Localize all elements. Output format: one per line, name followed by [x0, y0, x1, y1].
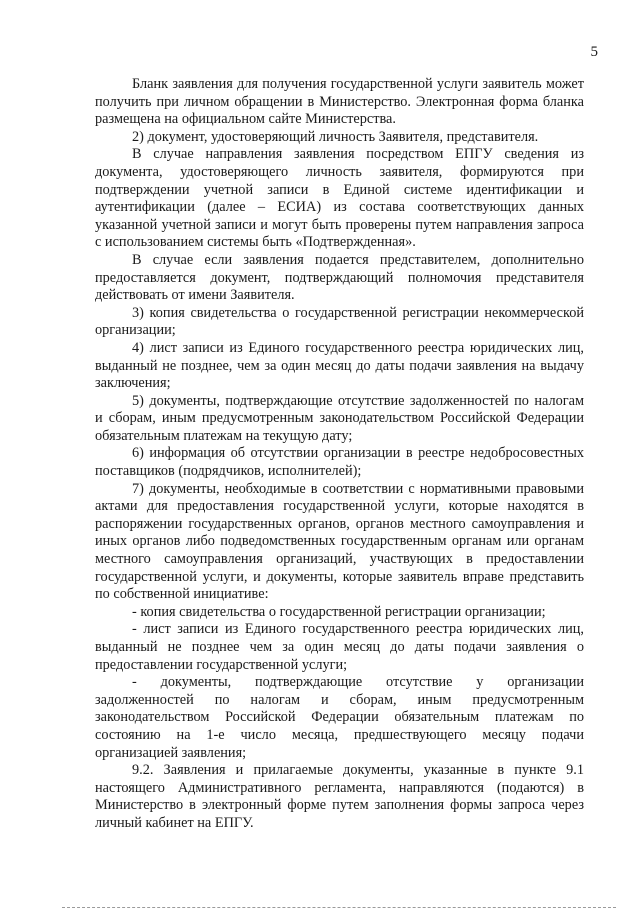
- paragraph-dash-debts: - документы, подтверждающие отсутствие у организации задолженностей по налогам и сборам, иным предусмотренным законодательством Российской Федерации обязательным платежам по состоянию на 1-е число месяца, предшествующего месяцу подачи организацией заявления;: [95, 674, 584, 761]
- paragraph-item-7: 7) документы, необходимые в соответствии с нормативными правовыми актами для предоставления государственной услуги, которые находятся в распоряжении государственных органов, органов местного самоуправления и иных органов либо подведомственных государственным органам или органам местного самоуправления организаций, участвующих в предоставлении государственной услуги, и документы, которые заявитель вправе представить по собственной инициативе:: [95, 480, 584, 603]
- paragraph-item-6: 6) информация об отсутствии организации в реестре недобросовестных поставщиков (подрядчиков, исполнителей);: [95, 445, 584, 480]
- document-body: [95, 76, 584, 833]
- paragraph-item-5: 5) документы, подтверждающие отсутствие задолженностей по налогам и сборам, иным предусмотренным законодательством Российской Федерации обязательным платежам на текущую дату;: [95, 392, 584, 444]
- paragraph-item-3: 3) копия свидетельства о государственной регистрации некоммерческой организации;: [95, 304, 584, 339]
- paragraph-epgu-esia: В случае направления заявления посредством ЕПГУ сведения из документа, удостоверяющего личность заявителя, формируются при подтверждении учетной записи в Единой системе идентификации и аутентификации (далее – ЕСИА) из состава соответствующих данных указанной учетной записи и могут быть проверены путем направления запроса с использованием системы быть «Подтвержденная».: [95, 146, 584, 251]
- bottom-divider: [62, 907, 616, 908]
- page-number: 5: [590, 44, 598, 60]
- paragraph-form-availability: Бланк заявления для получения государственной услуги заявитель может получить при личном обращении в Министерство. Электронная форма бланка размещена на официальном сайте Министерства.: [95, 76, 584, 128]
- paragraph-dash-certificate: - копия свидетельства о государственной регистрации организации;: [132, 603, 546, 620]
- paragraph-item-4: 4) лист записи из Единого государственного реестра юридических лиц, выданный не позднее, чем за один месяц до даты подачи заявления на выдачу заключения;: [95, 339, 584, 392]
- paragraph-identity-document: 2) документ, удостоверяющий личность Заявителя, представителя.: [132, 128, 539, 145]
- paragraph-9-2: 9.2. Заявления и прилагаемые документы, указанные в пункте 9.1 настоящего Административного регламента, направляются (подаются) в Министерство в электронный форме путем заполнения формы запроса через личный кабинет на ЕПГУ.: [95, 762, 584, 831]
- paragraph-representative: В случае если заявления подается представителем, дополнительно предоставляется документ, подтверждающий полномочия представителя действовать от имени Заявителя.: [95, 251, 584, 304]
- paragraph-dash-registry: - лист записи из Единого государственного реестра юридических лиц, выданный не позднее чем за один месяц до даты подачи заявления о предоставлении государственной услуги;: [95, 621, 584, 673]
